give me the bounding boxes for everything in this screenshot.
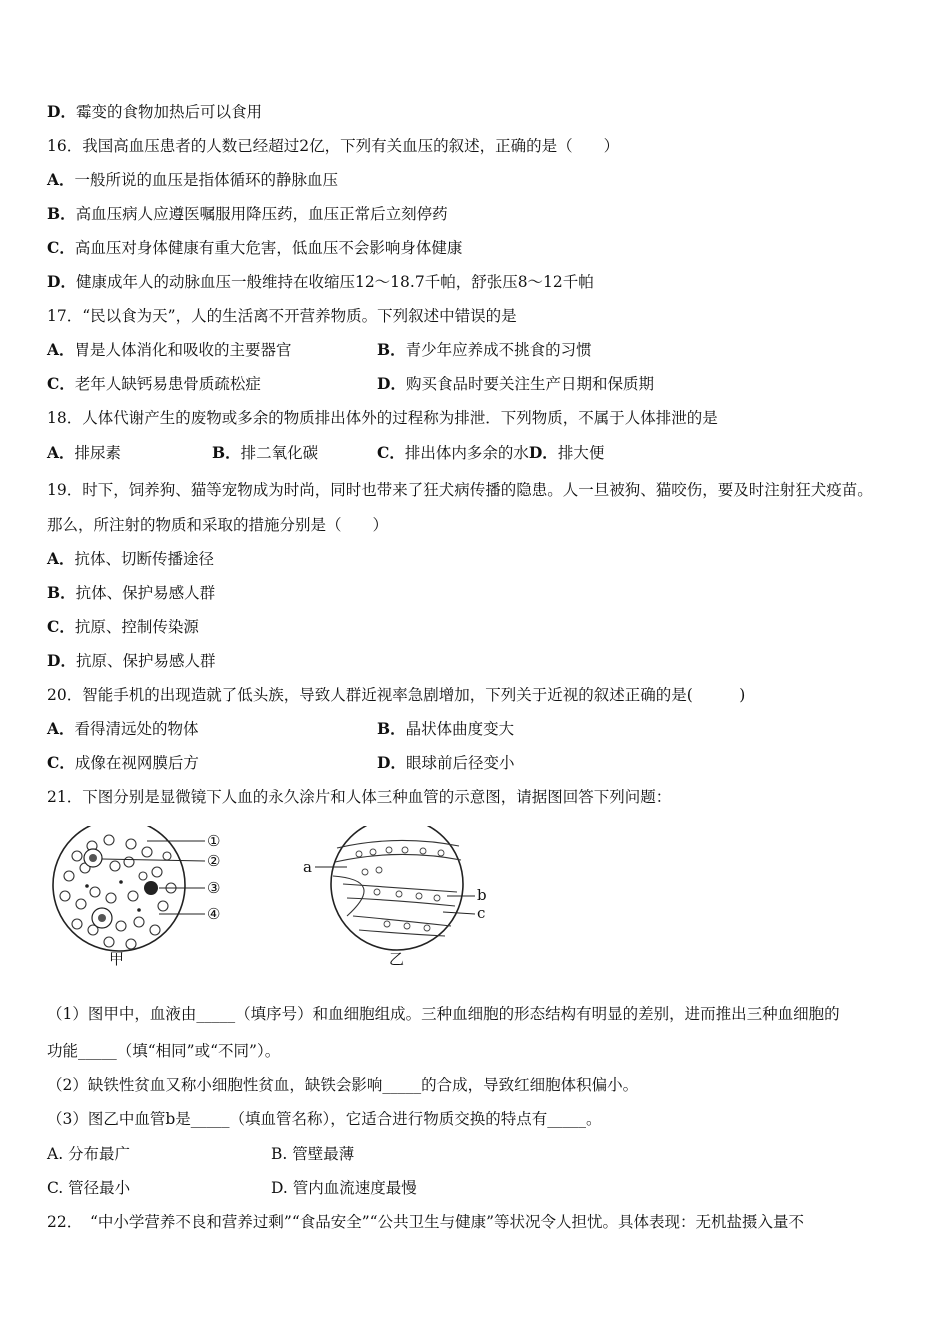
- q18-option-a: A．排尿素: [47, 443, 122, 462]
- q21-option-b: B. 管壁最薄: [271, 1145, 355, 1163]
- option-letter: D．: [47, 102, 76, 121]
- blood-figure: [47, 826, 517, 966]
- vessel-label-c: c: [477, 904, 486, 922]
- q15-option-d: D．霉变的食物加热后可以食用: [47, 102, 262, 121]
- q20-option-c: C．成像在视网膜后方: [47, 753, 199, 772]
- q22-stem: 22． “中小学营养不良和营养过剩”“食品安全”“公共卫生与健康”等状况令人担忧。具体表现：无机盐摄入量不: [47, 1213, 805, 1231]
- q19-option-b: B．抗体、保护易感人群: [47, 583, 216, 602]
- q19-option-c: C．抗原、控制传染源: [47, 617, 199, 636]
- blood-vessels-diagram: [303, 826, 487, 966]
- mark-1: ①: [207, 832, 221, 850]
- q16-stem: 16．我国高血压患者的人数已经超过2亿，下列有关血压的叙述，正确的是（ ）: [47, 137, 620, 155]
- q19-stem-line2: 那么，所注射的物质和采取的措施分别是（ ）: [47, 516, 389, 534]
- q20-option-d: D．眼球前后径变小: [377, 753, 515, 772]
- q17-stem: 17．“民以食为天”，人的生活离不开营养物质。下列叙述中错误的是: [47, 307, 517, 325]
- figure-label-jia: 甲: [109, 950, 125, 966]
- q17-option-c: C．老年人缺钙易患骨质疏松症: [47, 374, 261, 393]
- q16-option-c: C．高血压对身体健康有重大危害，低血压不会影响身体健康: [47, 238, 463, 257]
- q16-option-d: D．健康成年人的动脉血压一般维持在收缩压12～18.7千帕，舒张压8～12千帕: [47, 272, 594, 291]
- q19-option-a: A．抗体、切断传播途径: [47, 549, 215, 568]
- mark-2: ②: [207, 852, 221, 870]
- q21-part3: （3）图乙中血管b是_____（填血管名称），它适合进行物质交换的特点有_____。: [47, 1110, 602, 1128]
- q16-option-a: A．一般所说的血压是指体循环的静脉血压: [47, 170, 339, 189]
- q16-option-b: B．高血压病人应遵医嘱服用降压药，血压正常后立刻停药: [47, 204, 448, 223]
- q18-option-b: B．排二氧化碳: [212, 443, 319, 462]
- q18-stem: 18．人体代谢产生的废物或多余的物质排出体外的过程称为排泄．下列物质，不属于人体排泄的是: [47, 409, 718, 427]
- figure-label-yi: 乙: [389, 950, 405, 966]
- q21-stem: 21．下图分别是显微镜下人血的永久涂片和人体三种血管的示意图，请据图回答下列问题：: [47, 788, 672, 806]
- q21-option-a: A. 分布最广: [47, 1145, 131, 1163]
- q21-part1-line2: 功能_____（填“相同”或“不同”）。: [47, 1042, 281, 1060]
- q17-option-a: A．胃是人体消化和吸收的主要器官: [47, 340, 292, 359]
- q18-option-c: C．排出体内多余的水D．排大便: [377, 443, 605, 462]
- q20-stem: 20．智能手机的出现造就了低头族，导致人群近视率急剧增加，下列关于近视的叙述正确的是( ): [47, 686, 746, 704]
- q17-option-b: B．青少年应养成不挑食的习惯: [377, 340, 592, 359]
- q21-part2: （2）缺铁性贫血又称小细胞性贫血，缺铁会影响_____的合成，导致红细胞体积偏小。: [47, 1076, 639, 1094]
- vessel-label-b: b: [477, 886, 487, 904]
- q21-option-d: D. 管内血流速度最慢: [271, 1179, 417, 1197]
- mark-4: ④: [207, 905, 221, 923]
- q19-stem-line1: 19．时下，饲养狗、猫等宠物成为时尚，同时也带来了狂犬病传播的隐患。人一旦被狗、猫咬伤，要及时注射狂犬疫苗。: [47, 481, 873, 499]
- blood-smear-diagram: [53, 826, 220, 966]
- vessel-label-a: a: [303, 858, 312, 876]
- q17-option-d: D．购买食品时要关注生产日期和保质期: [377, 374, 654, 393]
- q21-option-c: C. 管径最小: [47, 1179, 131, 1197]
- q19-option-d: D．抗原、保护易感人群: [47, 651, 216, 670]
- q21-part1-line1: （1）图甲中，血液由_____（填序号）和血细胞组成。三种血细胞的形态结构有明显的差别，进而推出三种血细胞的: [47, 1005, 840, 1023]
- mark-3: ③: [207, 879, 221, 897]
- q20-option-a: A．看得清远处的物体: [47, 719, 199, 738]
- q20-option-b: B．晶状体曲度变大: [377, 719, 515, 738]
